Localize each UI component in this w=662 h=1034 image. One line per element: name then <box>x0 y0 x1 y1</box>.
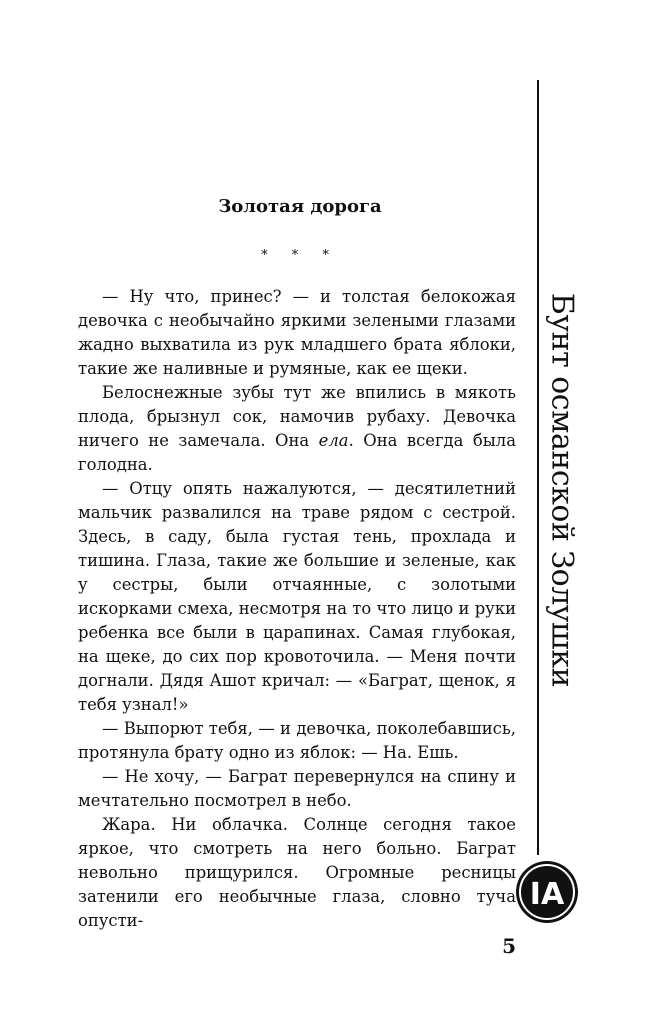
paragraph: Белоснежные зубы тут же впились в мякоть плода, брызнул сок, намочив рубаху. Девочка ничего не замечала. Она ела. Она всегда была голодна. <box>78 383 516 474</box>
chapter-title: Золотая дорога <box>218 196 382 217</box>
page-number: 5 <box>502 934 516 958</box>
paragraph: — Ну что, принес? — и толстая белокожая девочка с необычайно яркими зелеными глазами жадно выхватила из рук младшего брата яблоки, такие же наливные и румяные, как ее щеки. <box>78 287 516 378</box>
paragraph: — Выпорют тебя, — и девочка, поколебавшись, протянула брату одно из яблок: — На. Ешь. <box>78 719 516 762</box>
section-separator: * * * <box>261 248 339 263</box>
publisher-logo-icon <box>515 860 579 924</box>
logo-text: IA <box>529 877 565 912</box>
body-text <box>78 285 516 933</box>
running-title-container <box>540 290 584 690</box>
paragraph: — Не хочу, — Баграт перевернулся на спину и мечтательно посмотрел в небо. <box>78 767 516 810</box>
paragraph: Жара. Ни облачка. Солнце сегодня такое яркое, что смотреть на него больно. Баграт невольно прищурился. Огромные ресницы затенили его необычные глаза, словно туча опусти- <box>78 815 516 930</box>
emphasis: ела <box>318 431 349 450</box>
side-divider <box>537 80 539 855</box>
paragraph: — Отцу опять нажалуются, — десятилетний мальчик развалился на траве рядом с сестрой. Здесь, в саду, была густая тень, прохлада и тишина. Глаза, такие же большие и зеленые, как у сестры, были отчаянные, с золотыми искорками смеха, несмотря на то что лицо и руки ребенка все были в царапинах. Самая глубокая, на щеке, до сих пор кровоточила. — Меня почти догнали. Дядя Ашот кричал: — «Баграт, щенок, я тебя узнал!» <box>78 479 516 714</box>
running-book-title: Бунт османской Золушки <box>544 292 580 688</box>
